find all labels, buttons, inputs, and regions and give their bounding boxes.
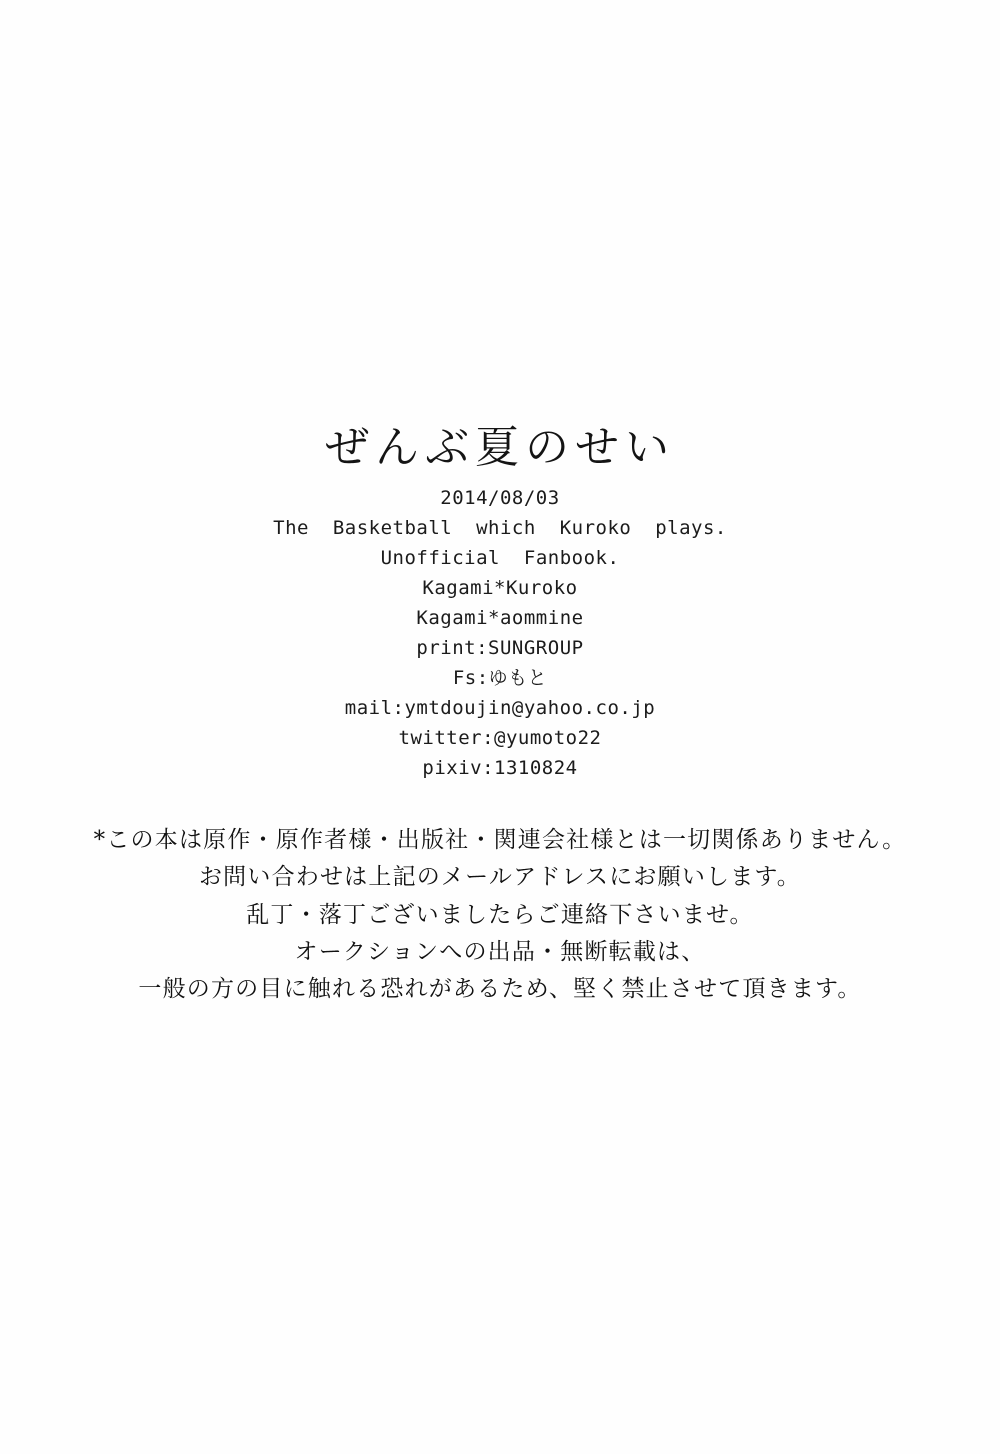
credit-line-twitter: twitter:@yumoto22 <box>398 727 602 750</box>
credit-line-date: 2014/08/03 <box>440 487 560 509</box>
credit-line-pixiv: pixiv:1310824 <box>422 757 578 780</box>
notice-line-auction-2: 一般の方の目に触れる恐れがあるため、堅く禁止させて頂きます。 <box>138 976 862 1002</box>
credit-line-mail: mail:ymtdoujin@yahoo.co.jp <box>344 697 656 720</box>
credits-list <box>0 483 1000 783</box>
notice-line-auction-1: オークションへの出品・無断転載は、 <box>294 938 706 965</box>
colophon-block <box>0 420 1000 783</box>
credit-line-printer: print:SUNGROUP <box>416 637 584 660</box>
credit-line-pairing-kagami-aomine: Kagami*aommine <box>416 607 584 630</box>
book-title: ぜんぶ夏のせい <box>325 422 675 473</box>
notice-line-contact: お問い合わせは上記のメールアドレスにお願いします。 <box>198 864 801 891</box>
credit-line-series: The Basketball which Kuroko plays. <box>273 517 727 540</box>
credit-line-unofficial: Unofficial Fanbook. <box>380 547 620 570</box>
notice-line-defects: 乱丁・落丁ございましたらご連絡下さいませ。 <box>246 901 754 928</box>
credit-line-pairing-kagami-kuroko: Kagami*Kuroko <box>422 577 578 600</box>
notice-line-disclaimer: *この本は原作・原作者様・出版社・関連会社様とは一切関係ありません。 <box>93 827 907 853</box>
credit-line-circle: Fs:ゆもと <box>452 667 548 690</box>
legal-notice-block <box>0 822 1000 1008</box>
